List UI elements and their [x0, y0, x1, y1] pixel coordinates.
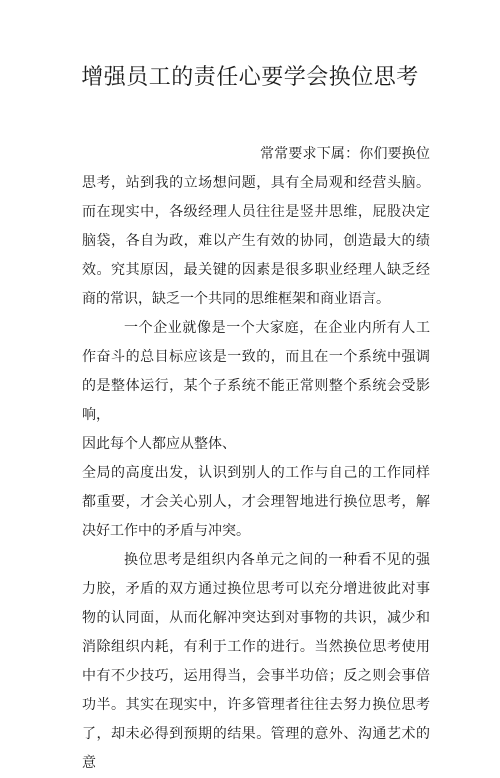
paragraph-3: 因此每个人都应从整体、 [82, 436, 236, 452]
paragraph-2: 一个企业就像是一个大家庭，在企业内所有人工作奋斗的总目标应该是一致的，而且在一个系统中强调的是整体运行，某个子系统不能正常则整个系统会受影响， [82, 320, 430, 423]
document-body [82, 140, 430, 778]
paragraph-5: 换位思考是组织内各单元之间的一种看不见的强力胶，矛盾的双方通过换位思考可以充分增进彼此对事物的认同面，从而化解冲突达到对事物的共识，减少和消除组织内耗，有利于工作的进行。当然换位思考使用中有不少技巧，运用得当，会事半功倍；反之则会事倍功半。其实在现实中，许多管理者往往去努力换位思考了，却未必得到预期的结果。管理的意外、沟通艺术的意 [82, 552, 430, 771]
paragraph-4: 全局的高度出发，认识到别人的工作与自己的工作同样都重要，才会关心别人，才会理智地进行换位思考，解决好工作中的矛盾与冲突。 [82, 465, 430, 539]
paragraph-1: 常常要求下属：你们要换位思考，站到我的立场想问题，具有全局观和经营头脑。而在现实中，各级经理人员往往是竖井思维，屁股决定脑袋，各自为政，难以产生有效的协同，创造最大的绩效。究其原因，最关键的因素是很多职业经理人缺乏经商的常识，缺乏一个共同的思维框架和商业语言。 [82, 146, 430, 307]
document-title: 增强员工的责任心要学会换位思考 [81, 65, 419, 90]
